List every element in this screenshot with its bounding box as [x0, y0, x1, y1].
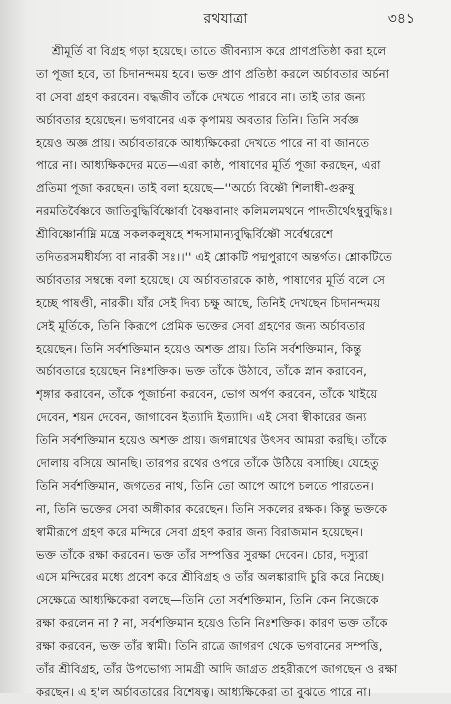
text-line: বা সেবা গ্রহণ করবেন। বদ্ধজীব তাঁকে দেখতে পারবে না। তাই তার জন্য	[36, 89, 366, 104]
text-line: দোলায় বসিয়ে আনছি। তারপর রথের ওপরে তাঁকে উঠিয়ে বসাচ্ছি। যেহেতু	[36, 456, 379, 471]
text-line: অর্চাবতার হয়েছেন। ভগবানের এক কৃপাময় অবতার তিনি। তিনি সর্বজ্ঞ	[36, 112, 359, 127]
text-line: নরমতির্বৈষ্ণবে জাতিবুদ্ধির্বিষ্ণোর্বা বৈষ্ণবানাং কলিমলমথনে পাদতীর্থেঽম্বুবুদ্ধিঃ।	[36, 204, 393, 219]
running-title: রথযাত্রা	[203, 11, 248, 27]
text-line: পারে না। আধ্যক্ষিকদের মতে—এরা কাষ্ঠ, পাষাণের মূর্তি পূজা করছেন, এরা	[36, 158, 381, 173]
body-text	[36, 40, 426, 704]
text-line: করছেন। এ হ'ল অর্চাবতারের বিশেষত্ব। আধ্যক্ষিকেরা তা বুঝতে পারে না।	[36, 684, 372, 699]
text-line: অর্চাবতার সম্বন্ধে বলা হয়েছে। যে অর্চাবতারকে কাষ্ঠ, পাষাণের মূর্তি বলে সে	[36, 272, 386, 287]
text-line: তা পূজা হবে, তা চিদানন্দময় হবে। ভক্ত প্রাণ প্রতিষ্ঠা করলে অর্চাবতার অর্চনা	[36, 66, 390, 81]
text-line: শৃঙ্গার করাবেন, তাঁকে পূজার্চনা করবেন, ভোগ অর্পণ করবেন, তাঁকে খাইয়ে	[36, 387, 378, 402]
text-line: রক্ষা করবেন, ভক্ত তাঁর স্বামী। তিনি রাত্রে জাগরণ থেকে ভগবানের সম্পত্তি,	[36, 639, 383, 654]
text-line: স্বামীরূপে গ্রহণ করে মন্দিরে সেবা গ্রহণ করার জন্য বিরাজমান হয়েছেন।	[36, 524, 364, 539]
text-line: সেই মূর্তিকে, তিনি কিরূপে প্রেমিক ভক্তের সেবা গ্রহণের জন্য অর্চাবতার	[36, 318, 366, 333]
text-line: সেক্ষেত্রে আধ্যক্ষিকেরা বলছে—তিনি তো সর্বশক্তিমান, তিনি কেন নিজেকে	[36, 593, 379, 608]
text-line: শ্রীমূর্তি বা বিগ্রহ গড়া হয়েছে। তাতে জীবন্যাস করে প্রাণপ্রতিষ্ঠা করা হলে	[52, 44, 387, 58]
text-line: প্রতিমা পূজা করছেন। তাই বলা হয়েছে—''অর্চ্যে বিষ্ণৌ শিলাধী-গুরুষু	[36, 181, 355, 196]
text-line: তিনি সর্বশক্তিমান হয়েও অশক্ত প্রায়। জগন্নাথের উৎসব আমরা করছি। তাঁকে	[36, 433, 387, 448]
text-line: তাঁর শ্রীবিগ্রহ, তাঁর উপভোগ্য সামগ্রী আদি জাগ্রত প্রহরীরূপে জাগছেন ও রক্ষা	[36, 662, 398, 677]
page-header	[0, 8, 451, 32]
text-line: দেবেন, শয়ন দেবেন, জাগাবেন ইত্যাদি ইত্যাদি। এই সেবা স্বীকারের জন্য	[36, 410, 367, 425]
text-line: শ্রীবিষ্ণোর্নাম্নি মন্ত্রে সকলকলুষহে শব্দসামান্যবুদ্ধির্বিষ্ণৌ সর্বেশ্বরেশে	[36, 227, 334, 242]
page-number: ৩৪১	[387, 11, 415, 27]
text-line: হয়েছেন। তিনি সর্বশক্তিমান হয়েও অশক্ত প্রায়। তিনি সর্বশক্তিমান, কিন্তু	[36, 341, 362, 356]
text-line: রক্ষা করলেন না ? না, সর্বশক্তিমান হয়েও তিনি নিঃশক্তিক। কারণ ভক্ত তাঁকে	[36, 616, 388, 631]
text-line: তিনি সর্বশক্তিমান, জগতের নাথ, তিনি তো আপে আপে চলতে পারতেন।	[36, 478, 374, 493]
text-line: অর্চাবতারে হয়েছেন নিঃশক্তিক। ভক্ত তাঁকে উঠাবে, তাঁকে স্নান করাবেন,	[36, 364, 367, 379]
text-line: না, তিনি ভক্তের সেবা অঙ্গীকার করেছেন। তিনি সকলের রক্ষক। কিন্তু ভক্তকে	[36, 501, 388, 516]
text-line: ভক্ত তাঁকে রক্ষা করবেন। ভক্ত তাঁর সম্পত্তির সুরক্ষা দেবেন। চোর, দস্যুরা	[36, 547, 369, 562]
text-line: হচ্ছে পাষণ্ডী, নারকী। যাঁর সেই দিব্য চক্ষু আছে, তিনিই দেখছেন চিদানন্দময়	[36, 295, 381, 310]
text-line: হয়েও অজ্ঞ প্রায়। অর্চাবতারকে আধ্যক্ষিকেরা দেখতে পারে না বা জানতে	[36, 135, 370, 150]
text-line: এসে মন্দিরের মধ্যে প্রবেশ করে শ্রীবিগ্রহ ও তাঁর অলঙ্কারাদি চুরি করে নিচ্ছে।	[36, 570, 385, 585]
text-line: তদিতরসমধীর্যস্য বা নারকী সঃ।।'' এই শ্লোকটি পদ্মপুরাণে অন্তর্গত। শ্লোকটিতে	[36, 250, 393, 265]
